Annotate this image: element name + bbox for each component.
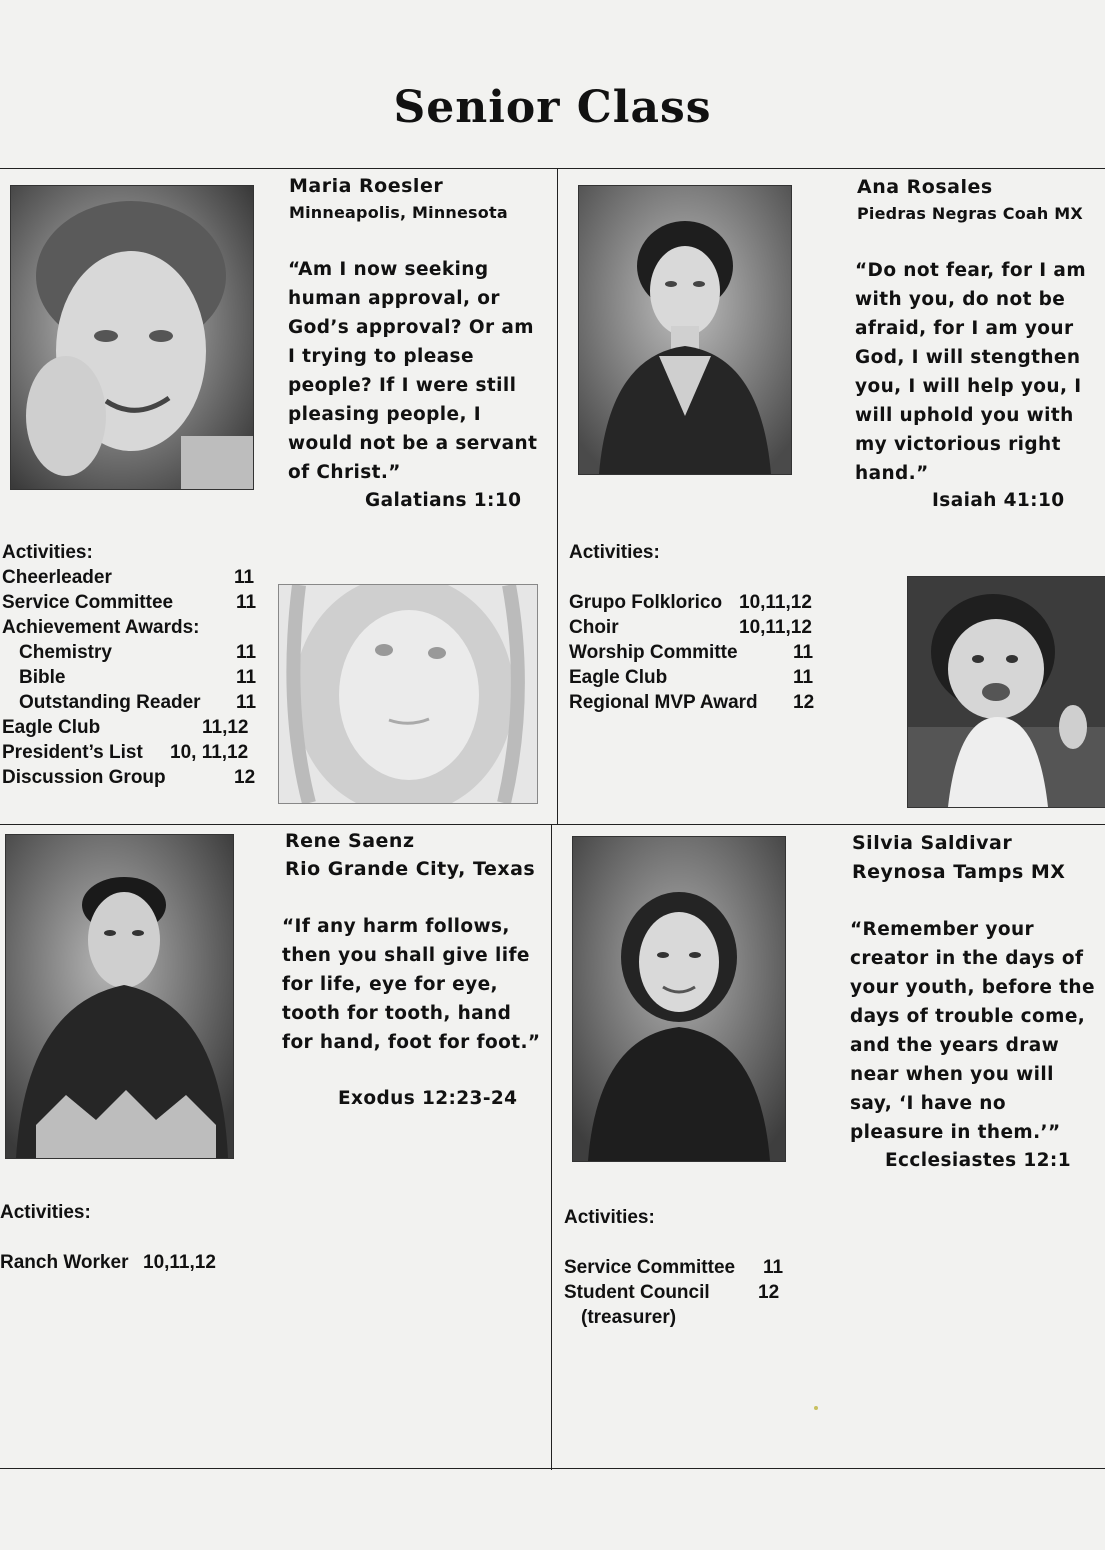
activity-item bbox=[569, 640, 829, 665]
senior-name: Silvia Saldivar bbox=[852, 832, 1013, 854]
portrait-image bbox=[579, 186, 791, 474]
divider-vertical-upper bbox=[557, 168, 558, 824]
portrait-image bbox=[11, 186, 253, 489]
quote-reference: Isaiah 41:10 bbox=[932, 490, 1065, 511]
activity-label: Bible bbox=[19, 667, 66, 688]
activity-years: 11 bbox=[236, 642, 257, 663]
page-title: Senior Class bbox=[393, 82, 712, 133]
senior-name: Ana Rosales bbox=[857, 176, 993, 198]
activity-item bbox=[2, 565, 260, 590]
activity-years: 11,12 bbox=[202, 717, 249, 738]
activity-item bbox=[2, 740, 260, 765]
activity-label: Service Committee bbox=[564, 1257, 736, 1278]
activity-label: Student Council bbox=[564, 1282, 710, 1303]
activities-heading: Activities: bbox=[2, 542, 93, 563]
activities-list bbox=[569, 540, 829, 715]
senior-portrait bbox=[5, 834, 234, 1159]
senior-quote: “Do not fear, for I am with you, do not be afraid, for I am your God, I will stengthen you, I will help you, I will uphold you with my victorious right hand.” bbox=[855, 260, 1086, 484]
activity-label: (treasurer) bbox=[581, 1307, 677, 1328]
divider-bottom bbox=[0, 1468, 1105, 1469]
childhood-image bbox=[279, 585, 537, 803]
senior-portrait bbox=[10, 185, 254, 490]
activities-heading: Activities: bbox=[0, 1202, 91, 1223]
activities-list bbox=[0, 1200, 260, 1275]
activity-item bbox=[569, 615, 829, 640]
portrait-image bbox=[573, 837, 785, 1161]
activity-years: 10,11,12 bbox=[739, 592, 812, 613]
activity-item bbox=[0, 1250, 260, 1275]
activity-years: 10, 11,12 bbox=[170, 742, 249, 763]
activity-item bbox=[2, 615, 260, 640]
activity-label: Ranch Worker bbox=[0, 1252, 129, 1273]
activities-list bbox=[564, 1205, 824, 1330]
activity-years: 12 bbox=[793, 692, 815, 713]
activity-label: Worship Committe bbox=[569, 642, 738, 663]
senior-hometown: Reynosa Tamps MX bbox=[852, 861, 1066, 883]
activity-label: President’s List bbox=[2, 742, 143, 763]
senior-name: Rene Saenz bbox=[285, 830, 415, 852]
divider-top bbox=[0, 168, 1105, 169]
activity-label: Achievement Awards: bbox=[2, 617, 200, 638]
divider-vertical-lower bbox=[551, 824, 552, 1470]
activities-heading: Activities: bbox=[564, 1207, 655, 1228]
senior-name: Maria Roesler bbox=[289, 175, 444, 197]
activity-item bbox=[564, 1255, 824, 1280]
divider-middle bbox=[0, 824, 1105, 825]
print-speck bbox=[814, 1406, 818, 1410]
activity-item bbox=[564, 1280, 824, 1305]
activity-years: 12 bbox=[234, 767, 256, 788]
activity-years: 10,11,12 bbox=[143, 1252, 216, 1273]
activity-years: 11 bbox=[793, 667, 814, 688]
activity-label: Choir bbox=[569, 617, 619, 638]
activity-years: 11 bbox=[793, 642, 814, 663]
childhood-photo bbox=[907, 576, 1105, 808]
quote-reference: Ecclesiastes 12:1 bbox=[885, 1150, 1071, 1171]
activity-years: 12 bbox=[758, 1282, 780, 1303]
activity-item bbox=[569, 690, 829, 715]
portrait-image bbox=[6, 835, 233, 1158]
senior-quote: “Am I now seeking human approval, or God’s approval? Or am I trying to please people? If I were still pleasing people, I would not be a servant of Christ.” bbox=[288, 259, 538, 483]
activities-list bbox=[2, 540, 260, 790]
senior-quote: “If any harm follows, then you shall give life for life, eye for eye, tooth for tooth, hand for hand, foot for foot.” bbox=[282, 916, 541, 1053]
senior-quote: “Remember your creator in the days of your youth, before the days of trouble come, and the years draw near when you will say, ‘I have no pleasure in them.’” bbox=[850, 919, 1095, 1143]
activities-heading: Activities: bbox=[569, 542, 660, 563]
activity-item bbox=[564, 1305, 824, 1330]
childhood-image bbox=[908, 577, 1105, 807]
senior-portrait bbox=[578, 185, 792, 475]
activity-label: Eagle Club bbox=[569, 667, 668, 688]
activity-label: Discussion Group bbox=[2, 767, 166, 788]
activity-years: 11 bbox=[236, 692, 257, 713]
activity-label: Regional MVP Award bbox=[569, 692, 758, 713]
childhood-photo bbox=[278, 584, 538, 804]
activity-item bbox=[569, 590, 829, 615]
activity-label: Grupo Folklorico bbox=[569, 592, 723, 613]
activity-item bbox=[2, 765, 260, 790]
quote-reference: Exodus 12:23-24 bbox=[338, 1088, 518, 1109]
activity-label: Cheerleader bbox=[2, 567, 112, 588]
activity-years: 11 bbox=[234, 567, 255, 588]
activity-label: Chemistry bbox=[19, 642, 112, 663]
activity-item bbox=[2, 715, 260, 740]
activity-item bbox=[2, 690, 260, 715]
activity-item bbox=[2, 590, 260, 615]
quote-reference: Galatians 1:10 bbox=[365, 490, 522, 511]
activity-years: 11 bbox=[236, 592, 257, 613]
activity-item bbox=[2, 665, 260, 690]
activity-item bbox=[2, 640, 260, 665]
senior-portrait bbox=[572, 836, 786, 1162]
senior-hometown: Piedras Negras Coah MX bbox=[857, 204, 1083, 223]
activity-label: Service Committee bbox=[2, 592, 174, 613]
senior-hometown: Rio Grande City, Texas bbox=[285, 858, 536, 880]
activity-years: 11 bbox=[236, 667, 257, 688]
activity-years: 11 bbox=[763, 1257, 784, 1278]
senior-hometown: Minneapolis, Minnesota bbox=[289, 203, 508, 222]
activity-label: Outstanding Reader bbox=[19, 692, 201, 713]
activity-label: Eagle Club bbox=[2, 717, 101, 738]
activity-years: 10,11,12 bbox=[739, 617, 812, 638]
activity-item bbox=[569, 665, 829, 690]
